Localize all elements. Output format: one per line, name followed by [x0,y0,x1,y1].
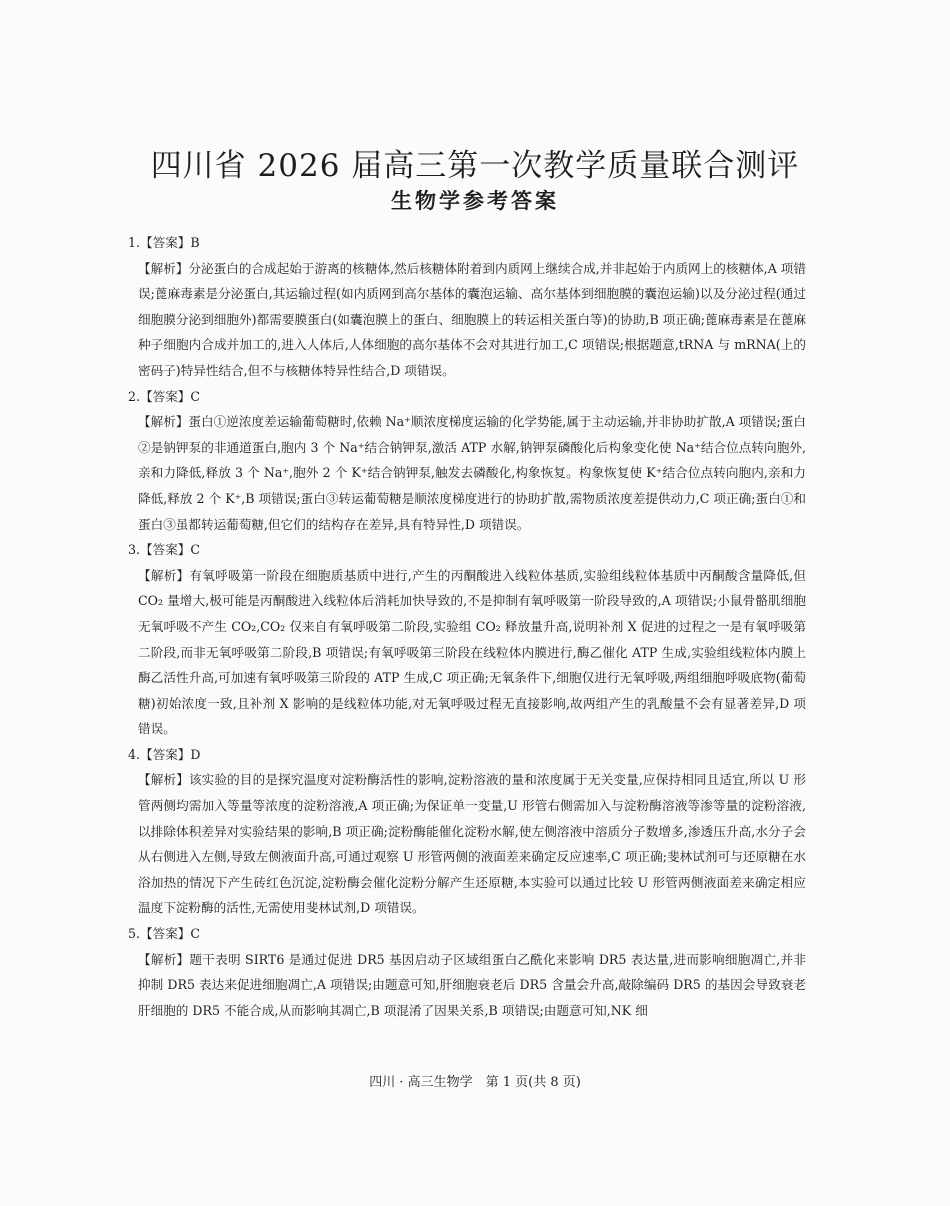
question-block [128,537,806,742]
answer-line: 5.【答案】C [128,926,201,942]
explanation-text: 【解析】有氧呼吸第一阶段在细胞质基质中进行,产生的丙酮酸进入线粒体基质,实验组线粒体基质中丙酮酸含量降低,但 CO₂ 量增大,极可能是丙酮酸进入线粒体后消耗加快导致的,不是抑制有氧呼吸第一阶段导致的,A 项错误;小鼠骨骼肌细胞无氧呼吸不产生 CO₂,CO₂ 仅来自有氧呼吸第二阶段,实验组 CO₂ 释放量升高,说明补剂 X 促进的过程之一是有氧呼吸第二阶段,而非无氧呼吸第二阶段,B 项错误;有氧呼吸第三阶段在线粒体内膜进行,酶乙催化 ATP 生成,实验组线粒体内膜上酶乙活性升高,可加速有氧呼吸第三阶段的 ATP 生成,C 项正确;无氧条件下,细胞仅进行无氧呼吸,两组细胞呼吸底物(葡萄糖)初始浓度一致,且补剂 X 影响的是线粒体功能,对无氧呼吸过程无直接影响,故两组产生的乳酸量不会有显著差异,D 项错误。 [138,567,806,737]
answer-line: 2.【答案】C [128,388,201,404]
explanation-text: 【解析】分泌蛋白的合成起始于游离的核糖体,然后核糖体附着到内质网上继续合成,并非起始于内质网上的核糖体,A 项错误;蓖麻毒素是分泌蛋白,其运输过程(如内质网到高尔基体的囊泡运输、高尔基体到细胞膜的囊泡运输)以及分泌过程(通过细胞膜分泌到细胞外)都需要膜蛋白(如囊泡膜上的蛋白、细胞膜上的转运相关蛋白等)的协助,B 项正确;蓖麻毒素是在蓖麻种子细胞内合成并加工的,进入人体后,人体细胞的高尔基体不会对其进行加工,C 项错误;根据题意,tRNA 与 mRNA(上的密码子)特异性结合,但不与核糖体特异性结合,D 项错误。 [138,260,806,378]
explanation-text: 【解析】蛋白①逆浓度差运输葡萄糖时,依赖 Na⁺顺浓度梯度运输的化学势能,属于主动运输,并非协助扩散,A 项错误;蛋白②是钠钾泵的非通道蛋白,胞内 3 个 Na⁺结合钠钾泵,激活 ATP 水解,钠钾泵磷酸化后构象变化使 Na⁺结合位点转向胞外,亲和力降低,释放 3 个 Na⁺,胞外 2 个 K⁺结合钠钾泵,触发去磷酸化,构象恢复。构象恢复使 K⁺结合位点转向胞内,亲和力降低,释放 2 个 K⁺,B 项错误;蛋白③转运葡萄糖是顺浓度梯度进行的协助扩散,需物质浓度差提供动力,C 项正确;蛋白①和蛋白③虽都转运葡萄糖,但它们的结构存在差异,具有特异性,D 项错误。 [138,414,806,532]
document-subtitle: 生物学参考答案 [391,189,559,213]
explanation-text: 【解析】题干表明 SIRT6 是通过促进 DR5 基因启动子区域组蛋白乙酰化来影响 DR5 表达量,进而影响细胞凋亡,并非抑制 DR5 表达来促进细胞凋亡,A 项错误;由题意可知,肝细胞衰老后 DR5 含量会升高,敲除编码 DR5 的基因会导致衰老肝细胞的 DR5 不能合成,从而影响其凋亡,B 项混淆了因果关系,B 项错误;由题意可知,NK 细 [138,951,806,1018]
answer-line: 4.【答案】D [128,746,201,762]
question-block [128,384,806,538]
document-title: 四川省 2026 届高三第一次教学质量联合测评 [150,148,800,184]
question-block [128,742,806,921]
page-footer: 四川 · 高三生物学 第 1 页(共 8 页) [369,1075,581,1090]
explanation-text: 【解析】该实验的目的是探究温度对淀粉酶活性的影响,淀粉溶液的量和浓度属于无关变量,应保持相同且适宜,所以 U 形管两侧均需加入等量等浓度的淀粉溶液,A 项正确;为保证单一变量,U 形管右侧需加入与淀粉酶溶液等渗等量的淀粉溶液,以排除体积差异对实验结果的影响,B 项正确;淀粉酶能催化淀粉水解,使左侧溶液中溶质分子数增多,渗透压升高,水分子会从右侧进入左侧,导致左侧液面升高,可通过观察 U 形管两侧的液面差来确定反应速率,C 项正确;斐林试剂可与还原糖在水浴加热的情况下产生砖红色沉淀,淀粉酶会催化淀粉分解产生还原糖,本实验可以通过比较 U 形管两侧液面差来确定相应温度下淀粉酶的活性,无需使用斐林试剂,D 项错误。 [138,772,806,916]
question-block [128,230,806,384]
answer-line: 1.【答案】B [128,235,200,250]
question-block [128,921,806,1023]
answer-line: 3.【答案】C [128,542,201,558]
answer-list [128,230,806,1023]
